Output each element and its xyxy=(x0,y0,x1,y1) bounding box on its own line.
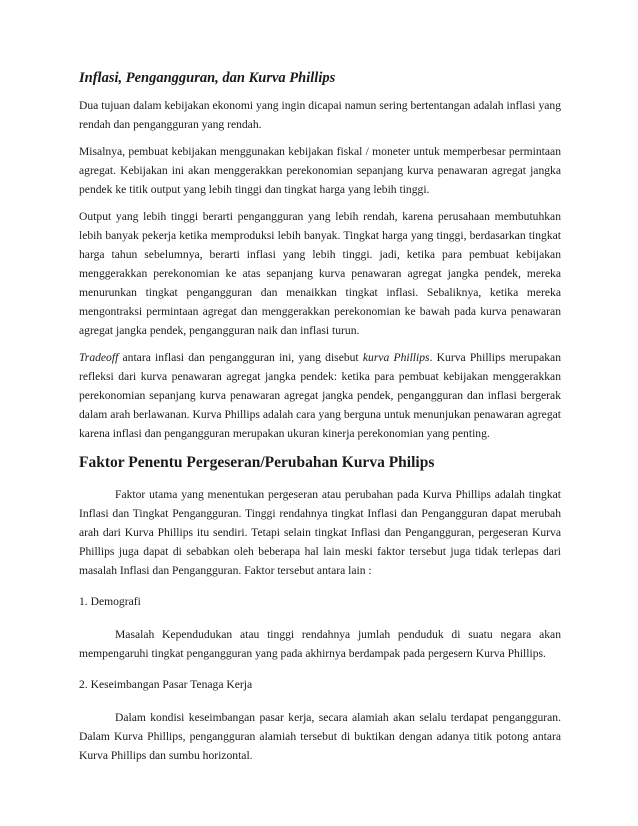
paragraph-1: Dua tujuan dalam kebijakan ekonomi yang ingin dicapai namun sering bertentangan adalah inflasi yang rendah dan pengangguran yang rendah. xyxy=(79,99,561,131)
paragraph-2: Misalnya, pembuat kebijakan menggunakan kebijakan fiskal / moneter untuk memperbesar permintaan agregat. Kebijakan ini akan menggerakkan perekonomian sepanjang kurva penawaran agregat jangka pendek ke titik output yang lebih tinggi dan tingkat harga yang lebih tinggi. xyxy=(79,145,561,196)
paragraph-5: Faktor utama yang menentukan pergeseran atau perubahan pada Kurva Phillips adalah tingkat Inflasi dan Tingkat Pengangguran. Tinggi rendahnya tingkat Inflasi dan Pengangguran dapat merubah arah dari Kurva Phillips itu sendiri. Tetapi selain tingkat Inflasi dan Pengangguran, pergeseran Kurva Phillips juga dapat di sebabkan oleh beberapa hal lain meski faktor tersebut juga tidak terlepas dari masalah Inflasi dan Pengangguran. Faktor tersebut antara lain : xyxy=(79,488,561,577)
document-page xyxy=(79,68,561,773)
document-title: Inflasi, Pengangguran, dan Kurva Phillips xyxy=(79,70,336,86)
paragraph-4 xyxy=(79,348,561,443)
section-heading: Faktor Penentu Pergeseran/Perubahan Kurva Philips xyxy=(79,454,435,471)
list-item-demografi: 1. Demografi xyxy=(79,595,141,608)
paragraph-4-text-a: antara inflasi dan pengangguran ini, yang disebut xyxy=(118,351,363,364)
paragraph-3: Output yang lebih tinggi berarti pengangguran yang lebih rendah, karena perusahaan membutuhkan lebih banyak pekerja ketika memproduksi lebih banyak. Tingkat harga yang tinggi, berdasarkan tingkat harga tahun sebelumnya, berarti inflasi yang lebih tinggi. jadi, ketika para pembuat kebijakan menggerakkan perekonomian ke atas sepanjang kurva penawaran agregat jangka pendek, mereka menurunkan tingkat pengangguran dan menaikkan tingkat inflasi. Sebaliknya, ketika mereka mengontraksi permintaan agregat dan menggerakkan perekonomian ke bawah pada kurva penawaran agregat jangka pendek, pengangguran naik dan inflasi turun. xyxy=(79,210,561,337)
paragraph-6: Masalah Kependudukan atau tinggi rendahnya jumlah penduduk di suatu negara akan mempengaruhi tingkat pengangguran yang pada akhirnya berdampak pada pergesern Kurva Phillips. xyxy=(79,628,561,660)
paragraph-7: Dalam kondisi keseimbangan pasar kerja, secara alamiah akan selalu terdapat pengangguran. Dalam Kurva Phillips, pengangguran alamiah tersebut di buktikan dengan adanya titik potong antara Kurva Phillips dan sumbu horizontal. xyxy=(79,711,561,762)
paragraph-4-text-b: . Kurva Phillips merupakan refleksi dari kurva penawaran agregat jangka pendek: ketika para pembuat kebijakan menggerakkan perekonomian sepanjang kurva penawaran agregat jangka pendek, pengangguran dan inflasi bergerak dalam arah berlawanan. Kurva Phillips adalah cara yang berguna untuk menunjukan penawaran agregat karena inflasi dan pengangguran merupakan ukuran kinerja perekonomian yang penting. xyxy=(79,351,562,440)
kurva-phillips-term: kurva Phillips xyxy=(362,351,430,364)
list-item-keseimbangan: 2. Keseimbangan Pasar Tenaga Kerja xyxy=(79,678,253,691)
tradeoff-term: Tradeoff xyxy=(79,351,119,364)
